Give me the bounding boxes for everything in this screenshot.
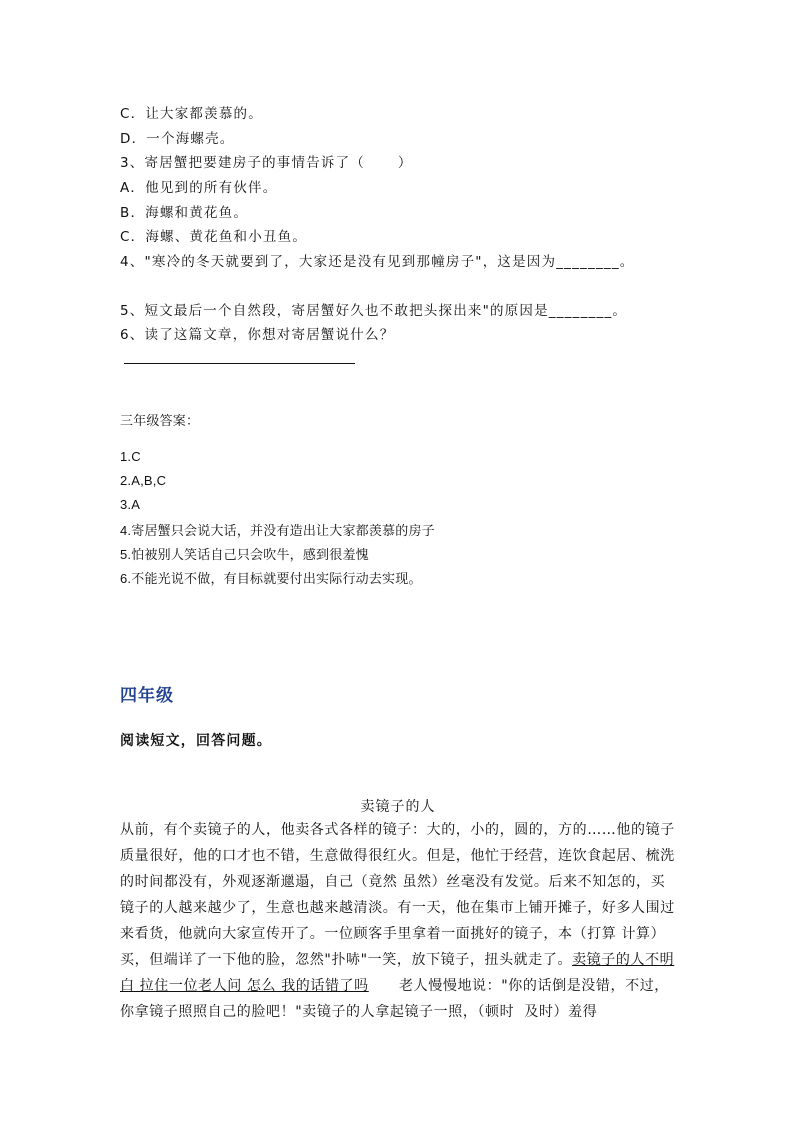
option-3a: A．他见到的所有伙伴。: [120, 180, 278, 196]
story-underlined-text: 卖镜子的人不明白 拉住一位老人问 怎么 我的话错了吗: [120, 952, 675, 994]
option-2c: C．让大家都羡慕的。: [120, 106, 263, 122]
section-heading: 四年级: [120, 686, 174, 706]
answer-blank-line: [124, 363, 355, 364]
option-2d: D．一个海螺壳。: [120, 131, 235, 147]
answer-item: 2.A,B,C: [120, 473, 167, 488]
story-text: 从前，有个卖镜子的人，他卖各式各样的镜子：大的，小的，圆的，方的……他的镜子质量很好，他的口才也不错，生意做得很红火。但是，他忙于经营，连饮食起居、梳洗的时间都没有，外观逐渐邋遢，自己（竟然 虽然）丝毫没有发觉。后来不知怎的，买镜子的人越来越少了，生意也越来越清淡。有一天，他在集市上铺开摊子，好多人围过来看货，他就向大家宣传开了。一位顾客手里拿着一面挑好的镜子，本（打算 计算）买，但端详了一下他的脸，忽然"扑哧"一笑，放下镜子，扭头就走了。: [120, 822, 675, 968]
answer-item: 6.不能光说不做，有目标就要付出实际行动去实现。: [120, 571, 422, 586]
question-4: 4、"寒冷的冬天就要到了，大家还是没有见到那幢房子"，这是因为________。: [120, 254, 635, 270]
story-title: 卖镜子的人: [360, 799, 436, 815]
question-6: 6、读了这篇文章，你想对寄居蟹说什么？: [120, 327, 395, 343]
option-3c: C．海螺、黄花鱼和小丑鱼。: [120, 229, 308, 245]
story-paragraph: [120, 817, 676, 1025]
question-3: 3、寄居蟹把要建房子的事情告诉了（ ）: [120, 155, 413, 171]
answer-item: 3.A: [120, 497, 141, 512]
question-5: 5、短文最后一个自然段，寄居蟹好久也不敢把头探出来"的原因是________。: [120, 303, 628, 319]
story-text-tail: 老人慢慢地说："你的话倒是没错，不过，你拿镜子照照自己的脸吧！"卖镜子的人拿起镜子一照，（顿时 及时）羞得: [120, 978, 669, 1020]
instruction: 阅读短文，回答问题。: [120, 733, 272, 749]
answer-item: 4.寄居蟹只会说大话，并没有造出让大家都羡慕的房子: [120, 523, 435, 538]
answer-item: 5.怕被别人笑话自己只会吹牛，感到很羞愧: [120, 547, 369, 562]
option-3b: B．海螺和黄花鱼。: [120, 205, 249, 221]
answers-title: 三年级答案：: [120, 413, 200, 428]
answer-item: 1.C: [120, 449, 141, 464]
